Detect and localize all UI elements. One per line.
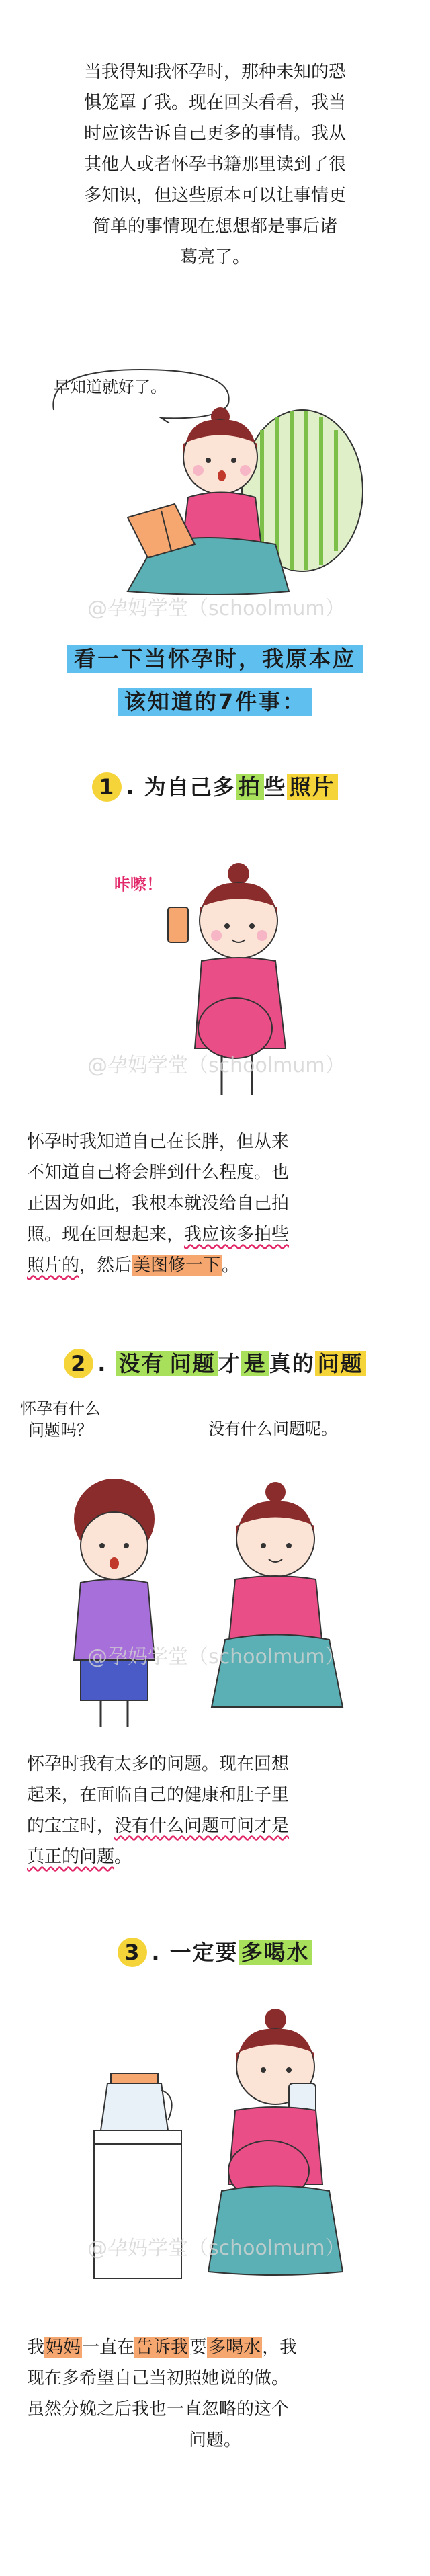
section-1-line5-mid: ，然后 xyxy=(79,1255,132,1276)
speech-bubble-answer: 没有什么问题呢。 xyxy=(208,1419,337,1438)
section-1-line: 正因为如此，我根本就没给自己拍 xyxy=(27,1194,290,1214)
camera-click-bubble: 咔嚓！ xyxy=(114,875,163,894)
intro-line: 简单的事情现在想想都是事后诸 xyxy=(92,216,337,237)
section-1-orange-highlight: 美图修一下 xyxy=(133,1255,221,1276)
section-1-line: 不知道自己将会胖到什么程度。也 xyxy=(27,1163,290,1183)
speech-bubble-early: 早知道就好了。 xyxy=(54,378,167,397)
section-1-wavy: 照片的 xyxy=(27,1255,80,1276)
section-2-heading-green: 问题 xyxy=(167,1351,218,1376)
section-3-text: 一直在 xyxy=(82,2337,135,2358)
section-3-heading xyxy=(0,1936,430,1967)
section-1-heading-mid: 些 xyxy=(263,774,287,800)
title-line-1: 看一下当怀孕时，我原本应 xyxy=(67,645,363,673)
watermark-text: @孕妈学堂（schoolmum） xyxy=(87,597,345,620)
intro-paragraph xyxy=(27,56,403,273)
watermark-text: @孕妈学堂（schoolmum） xyxy=(87,1645,345,1669)
section-2-heading-yellow: 问题 xyxy=(315,1351,366,1376)
section-3-number: 3 xyxy=(118,1938,147,1967)
section-1-heading-yellow: 照片 xyxy=(287,774,338,800)
section-3-drink-highlight: 多喝水 xyxy=(208,2337,261,2358)
section-2-heading xyxy=(0,1347,430,1378)
section-3-heading-pre: . 一定要 xyxy=(151,1940,239,1965)
section-2-number: 2 xyxy=(64,1349,93,1378)
section-2-heading-pre: . xyxy=(97,1351,116,1376)
reading-woman-illustration xyxy=(101,390,370,605)
section-1-paragraph xyxy=(27,1126,403,1281)
section-2-line4-end: 。 xyxy=(114,1847,132,1867)
intro-line: 惧笼罩了我。现在回头看看，我当 xyxy=(83,93,346,113)
intro-line: 葛亮了。 xyxy=(179,247,250,267)
section-3-heading-green: 多喝水 xyxy=(239,1940,312,1965)
section-3-text: 我 xyxy=(27,2337,45,2358)
section-2-heading-mid: 真的 xyxy=(269,1351,315,1376)
section-1-number: 1 xyxy=(92,772,122,802)
intro-line: 多知识，但这些原本可以让事情更 xyxy=(83,185,346,206)
page-title xyxy=(40,637,390,723)
section-1-line5-end: 。 xyxy=(222,1255,240,1276)
section-3-line: 问题。 xyxy=(188,2430,241,2450)
section-1-heading xyxy=(0,770,430,802)
section-2-heading-green: 没有 xyxy=(116,1351,167,1376)
title-line-2: 该知道的7件事： xyxy=(118,688,312,716)
watermark-text: @孕妈学堂（schoolmum） xyxy=(87,1054,345,1077)
section-3-line: 虽然分娩之后我也一直忽略的这个 xyxy=(27,2399,290,2419)
section-2-line: 怀孕时我有太多的问题。现在回想 xyxy=(27,1754,290,1774)
section-1-line: 照。现在回想起来， xyxy=(27,1224,185,1245)
section-2-wavy: 没有什么问题可问才是 xyxy=(114,1816,290,1836)
section-3-line: 现在多希望自己当初照她说的做。 xyxy=(27,2368,290,2388)
section-1-wavy: 我应该多拍些 xyxy=(184,1224,290,1245)
section-2-paragraph xyxy=(27,1749,403,1872)
section-2-heading-green: 是 xyxy=(241,1351,269,1376)
two-women-illustration xyxy=(27,1479,403,1734)
section-1-line: 怀孕时我知道自己在长胖，但从来 xyxy=(27,1132,290,1152)
section-3-mom-highlight: 妈妈 xyxy=(46,2337,81,2358)
section-2-line: 起来，在面临自己的健康和肚子里 xyxy=(27,1785,290,1805)
speech-bubble-question: 怀孕有什么 问题吗？ xyxy=(20,1399,101,1440)
intro-line: 其他人或者怀孕书籍那里读到了很 xyxy=(83,155,346,175)
watermark-text: @孕妈学堂（schoolmum） xyxy=(87,2237,345,2260)
section-2-heading-mid: 才 xyxy=(218,1351,241,1376)
intro-line: 当我得知我怀孕时，那种未知的恐 xyxy=(83,62,346,82)
intro-line: 时应该告诉自己更多的事情。我从 xyxy=(83,124,346,144)
section-3-text: 要 xyxy=(189,2337,208,2358)
section-2-line: 的宝宝时， xyxy=(27,1816,115,1836)
section-1-heading-text: . 为自己多 xyxy=(126,774,236,800)
section-3-text: ，我 xyxy=(262,2337,298,2358)
section-1-heading-green: 拍 xyxy=(236,774,264,800)
section-3-paragraph xyxy=(27,2332,403,2456)
section-3-tell-highlight: 告诉我 xyxy=(136,2337,189,2358)
section-2-wavy: 真正的问题 xyxy=(27,1847,115,1867)
